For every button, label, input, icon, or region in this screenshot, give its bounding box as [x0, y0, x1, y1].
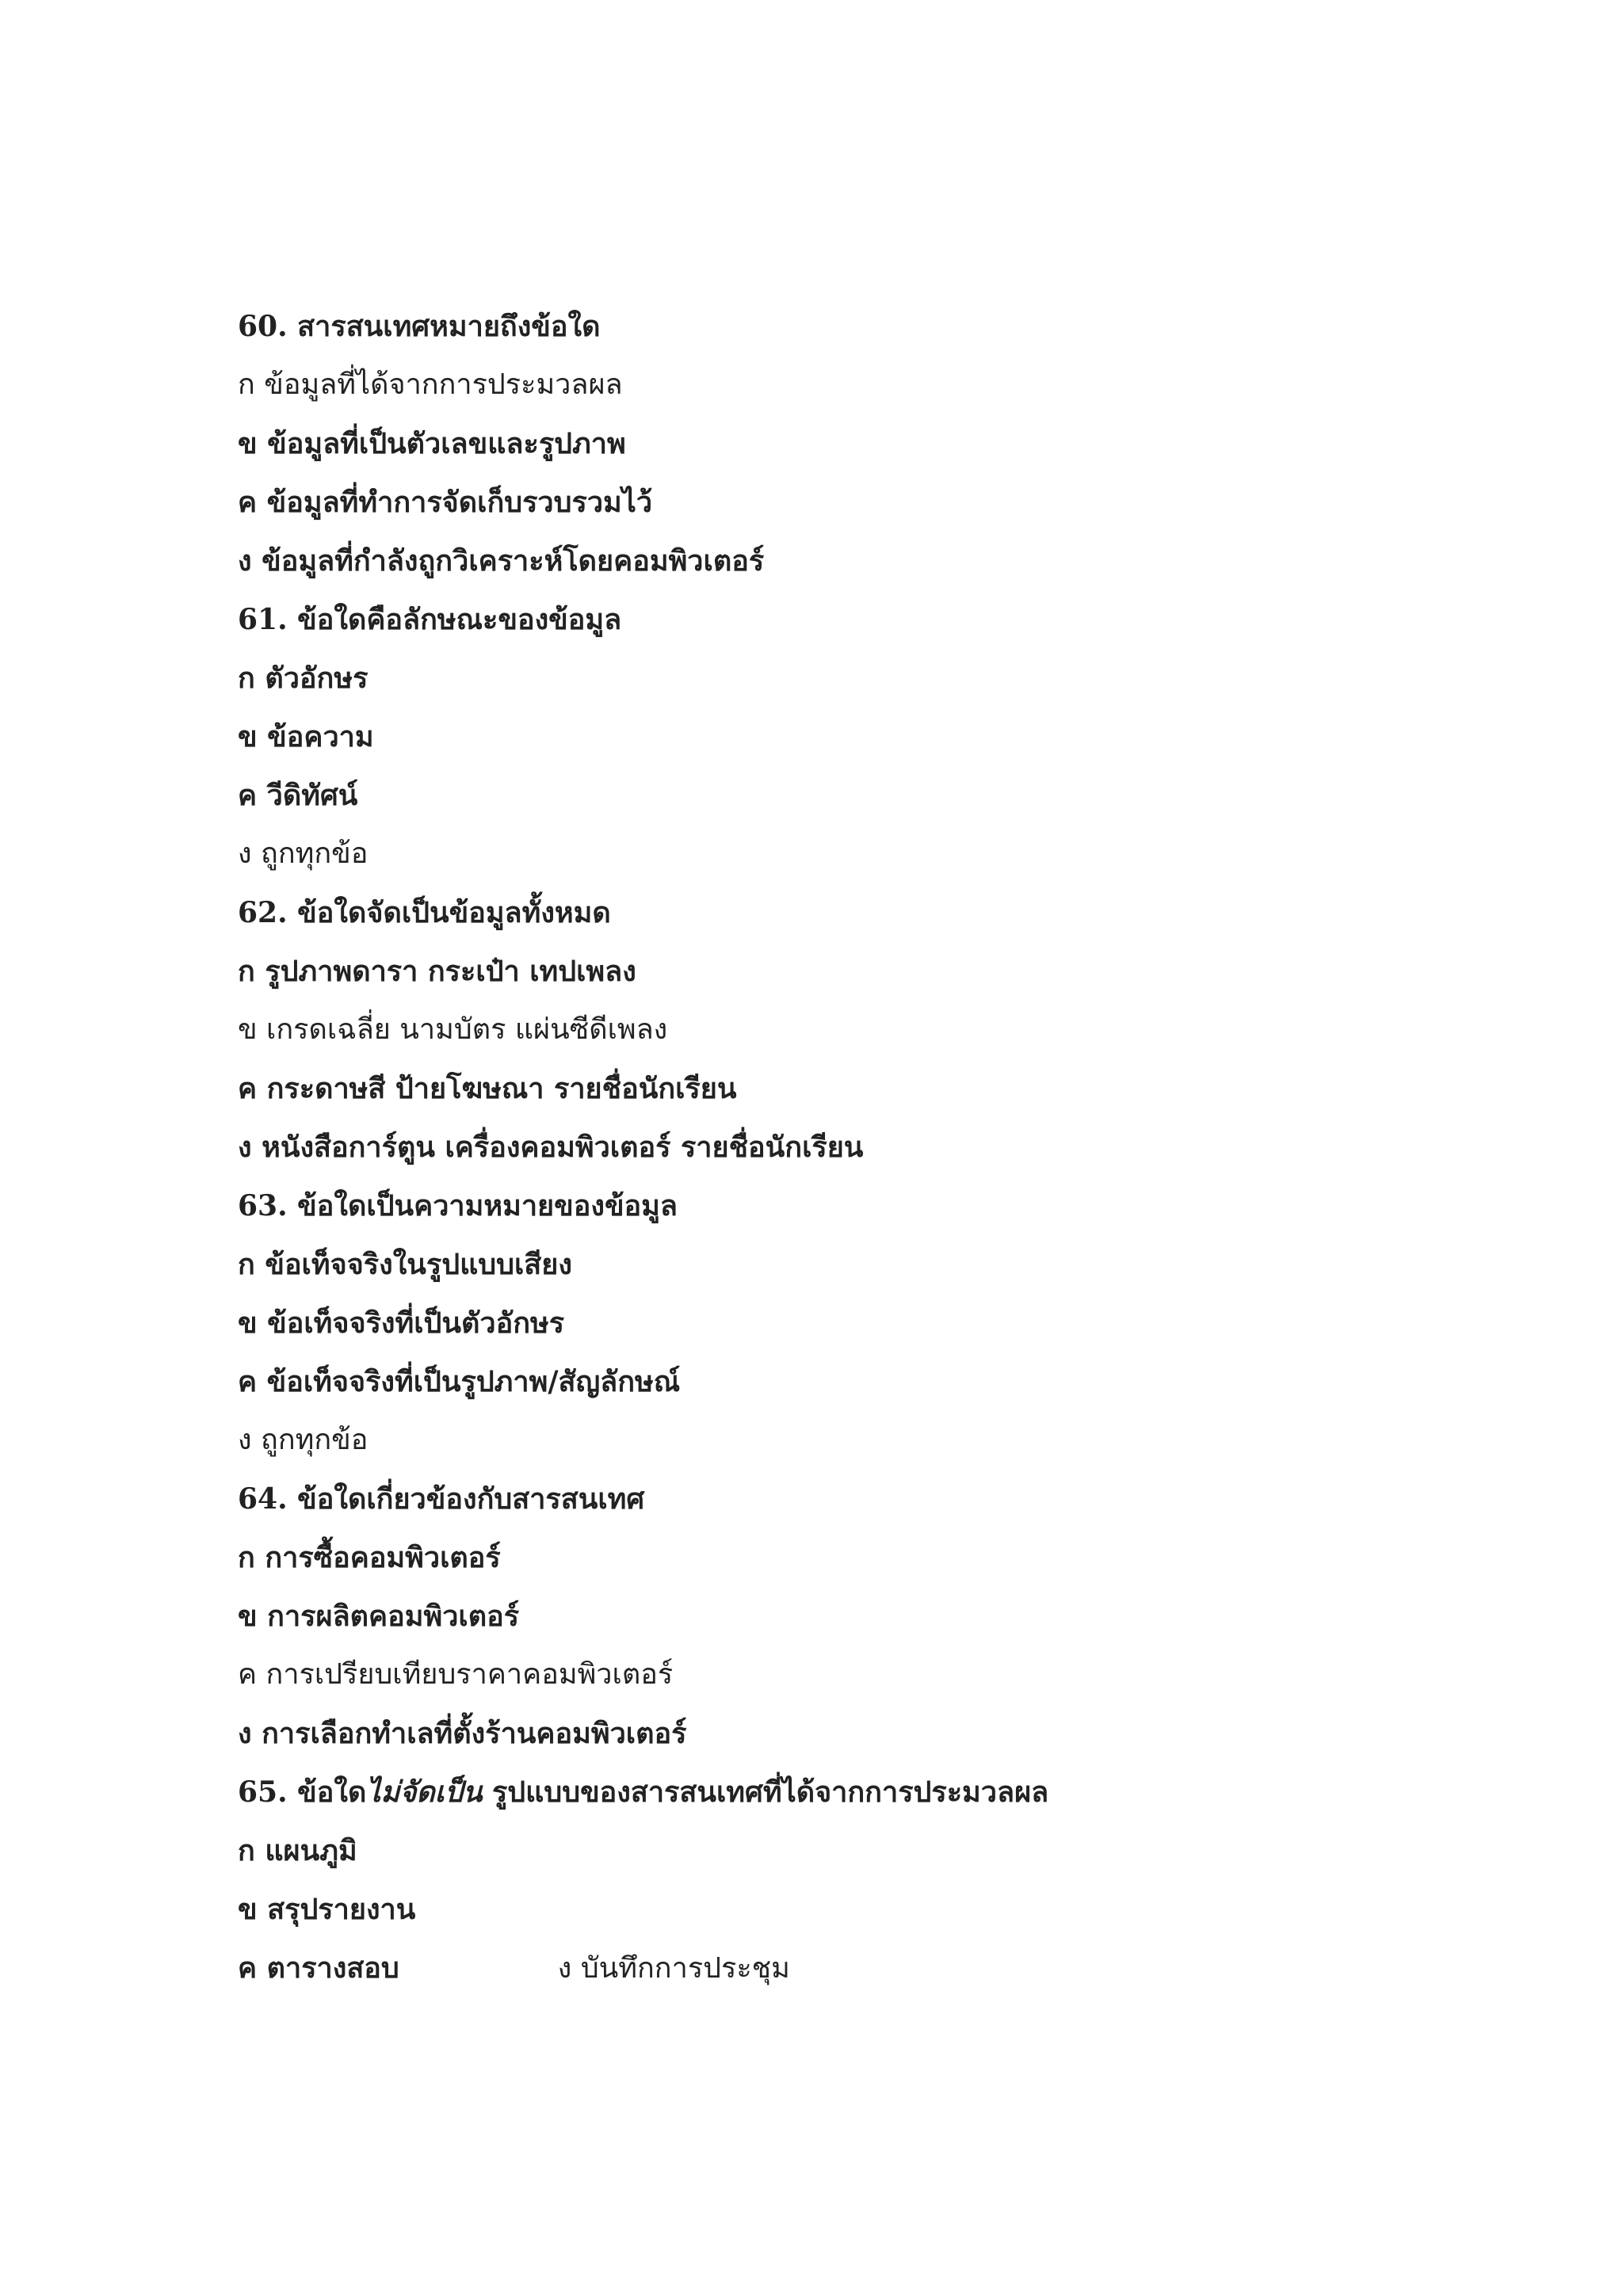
- option-62-c: ค กระดาษสี ป้ายโฆษณา รายชื่อนักเรียน: [238, 1072, 737, 1105]
- question-65-suffix: รูปแบบของสารสนเทศที่ได้จากการประมวลผล: [482, 1775, 1049, 1809]
- option-62-a: ก รูปภาพดารา กระเป๋า เทปเพลง: [238, 955, 636, 988]
- question-64: 64. ข้อใดเกี่ยวข้องกับสารสนเทศ: [238, 1482, 645, 1516]
- option-62-b: ข เกรดเฉลี่ย นามบัตร แผ่นซีดีเพลง: [238, 1013, 668, 1046]
- option-60-c: ค ข้อมูลที่ทำการจัดเก็บรวบรวมไว้: [238, 486, 653, 519]
- option-64-d: ง การเลือกทำเลที่ตั้งร้านคอมพิวเตอร์: [238, 1717, 687, 1750]
- option-65-c-d-row: [238, 1939, 1426, 1997]
- option-65-d: ง บันทึกการประชุม: [557, 1952, 790, 1985]
- option-61-c: ค วีดิทัศน์: [238, 779, 358, 812]
- question-65: [238, 1763, 1426, 1821]
- option-63-b: ข ข้อเท็จจริงที่เป็นตัวอักษร: [238, 1306, 565, 1340]
- option-60-d: ง ข้อมูลที่กำลังถูกวิเคราะห์โดยคอมพิวเตอร์: [238, 544, 765, 578]
- option-60-b: ข ข้อมูลที่เป็นตัวเลขและรูปภาพ: [238, 427, 626, 460]
- option-64-a: ก การซื้อคอมพิวเตอร์: [238, 1541, 501, 1574]
- option-61-b: ข ข้อความ: [238, 720, 374, 753]
- option-65-c: ค ตารางสอบ: [238, 1951, 399, 1985]
- option-63-a: ก ข้อเท็จจริงในรูปแบบเสียง: [238, 1248, 572, 1281]
- option-64-c: ค การเปรียบเทียบราคาคอมพิวเตอร์: [238, 1658, 674, 1691]
- option-60-a: ก ข้อมูลที่ได้จากการประมวลผล: [238, 368, 623, 401]
- option-65-a: ก แผนภูมิ: [238, 1834, 357, 1867]
- option-63-d: ง ถูกทุกข้อ: [238, 1424, 369, 1456]
- option-62-d: ง หนังสือการ์ตูน เครื่องคอมพิวเตอร์ รายชื่อนักเรียน: [238, 1131, 864, 1164]
- question-63: 63. ข้อใดเป็นความหมายของข้อมูล: [238, 1189, 678, 1222]
- question-65-prefix: 65. ข้อใด: [238, 1775, 367, 1809]
- option-61-a: ก ตัวอักษร: [238, 662, 369, 695]
- question-60: 60. สารสนเทศหมายถึงข้อใด: [238, 310, 601, 343]
- option-64-b: ข การผลิตคอมพิวเตอร์: [238, 1600, 520, 1633]
- question-62: 62. ข้อใดจัดเป็นข้อมูลทั้งหมด: [238, 896, 611, 929]
- option-61-d: ง ถูกทุกข้อ: [238, 837, 369, 870]
- question-65-emphasis: ไม่จัดเป็น: [366, 1775, 483, 1809]
- option-65-b: ข สรุปรายงาน: [238, 1893, 416, 1926]
- quiz-content: [238, 297, 1426, 1997]
- option-63-c: ค ข้อเท็จจริงที่เป็นรูปภาพ/สัญลักษณ์: [238, 1365, 681, 1398]
- question-61: 61. ข้อใดคือลักษณะของข้อมูล: [238, 603, 622, 636]
